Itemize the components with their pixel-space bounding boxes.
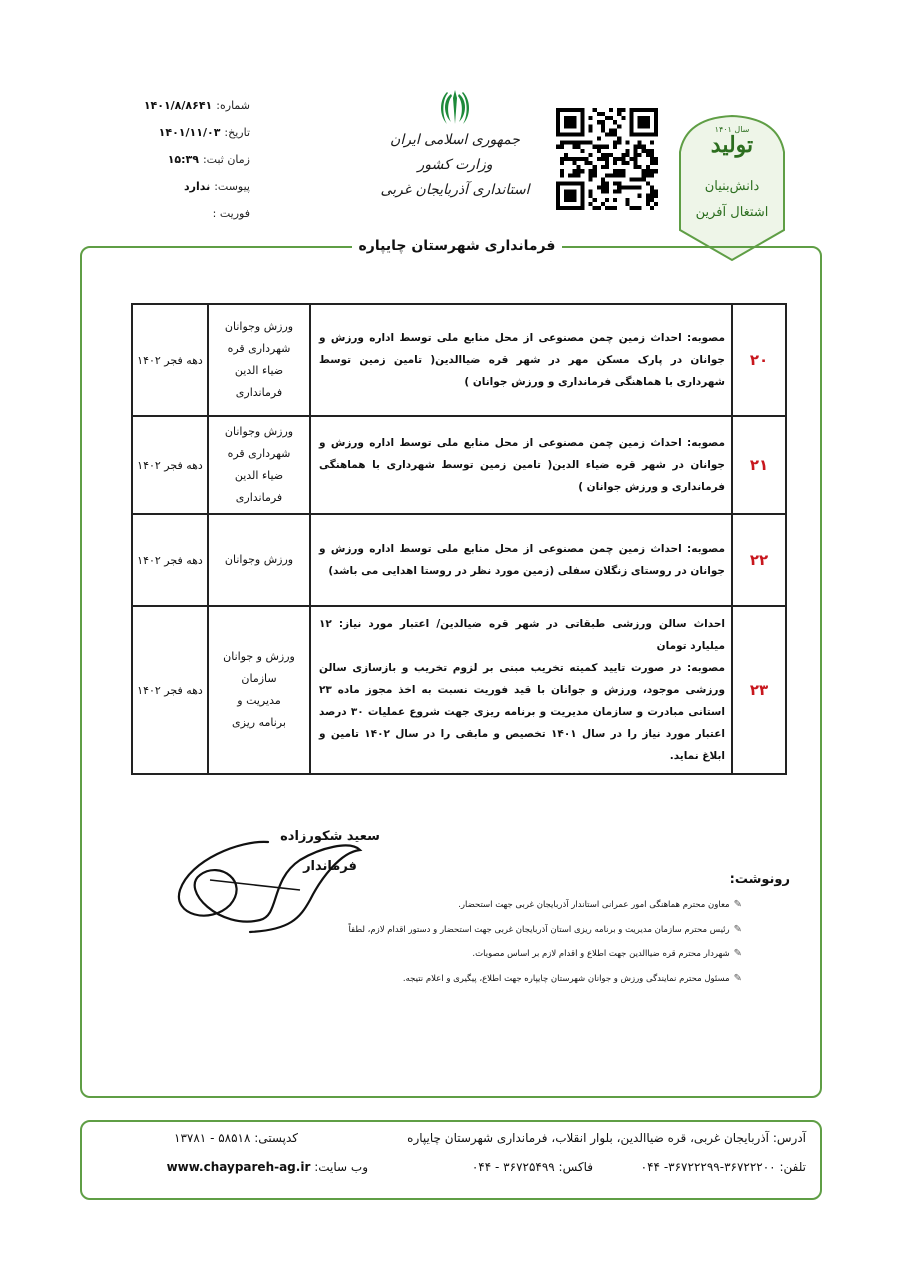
qr-module	[654, 157, 658, 161]
qr-module	[634, 157, 638, 161]
qr-module	[580, 141, 584, 145]
qr-module	[589, 161, 593, 165]
qr-finder	[564, 116, 576, 128]
qr-module	[650, 157, 654, 161]
qr-module	[601, 157, 605, 161]
qr-module	[654, 169, 658, 173]
row-description: مصوبه: احداث زمین چمن مصنوعی از محل منابع ملی توسط اداره ورزش و جوانان در شهر قره ضیاء الدین( تامین زمین توسط شهرداری با هماهنگی فرمانداری و ورزش جوانان )	[310, 416, 732, 514]
qr-module	[564, 141, 568, 145]
qr-module	[613, 198, 617, 202]
qr-module	[556, 145, 560, 149]
qr-module	[601, 186, 605, 190]
qr-module	[572, 145, 576, 149]
qr-module	[589, 153, 593, 157]
qr-module	[609, 132, 613, 136]
row-deadline: دهه فجر ۱۴۰۲	[132, 416, 208, 514]
qr-module	[593, 165, 597, 169]
qr-module	[601, 112, 605, 116]
qr-module	[613, 141, 617, 145]
qr-module	[580, 149, 584, 153]
qr-module	[621, 173, 625, 177]
pen-icon: ✎	[733, 923, 742, 935]
qr-module	[597, 120, 601, 124]
qr-module	[634, 149, 638, 153]
qr-module	[572, 141, 576, 145]
qr-module	[597, 145, 601, 149]
qr-module	[638, 194, 642, 198]
qr-module	[589, 173, 593, 177]
qr-module	[589, 128, 593, 132]
pen-icon: ✎	[733, 972, 742, 984]
qr-module	[560, 141, 564, 145]
responsible-line: شهرداری قره	[227, 342, 291, 355]
qr-module	[654, 202, 658, 206]
qr-module	[585, 161, 589, 165]
qr-module	[593, 173, 597, 177]
responsible-line: ضیاء الدین	[234, 364, 284, 377]
qr-module	[617, 141, 621, 145]
slogan-badge	[676, 112, 788, 262]
qr-module	[589, 190, 593, 194]
row-responsible	[208, 304, 310, 416]
qr-module	[613, 145, 617, 149]
responsible-line: ورزش وجوانان	[224, 320, 294, 333]
qr-module	[650, 206, 654, 210]
qr-module	[638, 141, 642, 145]
qr-module	[589, 116, 593, 120]
qr-module	[605, 165, 609, 169]
cc-item	[300, 967, 742, 992]
table-row	[132, 416, 786, 514]
qr-module	[617, 186, 621, 190]
cc-item-text: معاون محترم هماهنگی امور عمرانی استاندار آذربایجان غربی جهت استحضار.	[458, 900, 730, 910]
qr-module	[572, 169, 576, 173]
qr-module	[646, 153, 650, 157]
qr-module	[605, 190, 609, 194]
footer-fax: فاکس: ۳۶۷۲۵۴۹۹ - ۰۴۴	[471, 1160, 593, 1174]
qr-finder	[638, 116, 650, 128]
qr-module	[621, 153, 625, 157]
qr-module	[597, 112, 601, 116]
qr-module	[625, 141, 629, 145]
qr-code-icon[interactable]	[556, 108, 658, 210]
qr-module	[634, 161, 638, 165]
qr-module	[650, 141, 654, 145]
qr-module	[609, 173, 613, 177]
qr-module	[617, 124, 621, 128]
row-description	[310, 606, 732, 774]
qr-module	[650, 153, 654, 157]
row-deadline: دهه فجر ۱۴۰۲	[132, 304, 208, 416]
pen-icon: ✎	[733, 948, 742, 959]
row-deadline: دهه فجر ۱۴۰۲	[132, 606, 208, 774]
qr-module	[613, 173, 617, 177]
letter-time: زمان ثبت:۱۵:۳۹	[167, 153, 250, 166]
qr-module	[646, 165, 650, 169]
qr-module	[560, 173, 564, 177]
qr-module	[638, 206, 642, 210]
qr-module	[642, 149, 646, 153]
qr-module	[593, 206, 597, 210]
responsible-line: ورزش وجوانان	[224, 425, 294, 438]
qr-module	[589, 202, 593, 206]
row-number: ۲۳	[732, 606, 786, 774]
qr-module	[650, 169, 654, 173]
qr-module	[617, 137, 621, 141]
qr-module	[609, 116, 613, 120]
qr-module	[601, 120, 605, 124]
qr-module	[621, 169, 625, 173]
qr-module	[613, 132, 617, 136]
qr-module	[646, 173, 650, 177]
qr-module	[585, 157, 589, 161]
qr-module	[601, 124, 605, 128]
qr-module	[634, 186, 638, 190]
qr-module	[560, 157, 564, 161]
qr-module	[576, 145, 580, 149]
row-number: ۲۲	[732, 514, 786, 606]
qr-module	[634, 206, 638, 210]
qr-module	[605, 198, 609, 202]
row-responsible	[208, 416, 310, 514]
row-description: مصوبه: احداث زمین چمن مصنوعی از محل منابع ملی توسط اداره ورزش و جوانان در پارک مسکن مهر در شهر قره ضیاالدین( تامین زمین توسط شهرداری با هماهنگی فرمانداری و ورزش جوانان )	[310, 304, 732, 416]
qr-module	[654, 190, 658, 194]
qr-module	[613, 206, 617, 210]
qr-module	[654, 161, 658, 165]
qr-module	[646, 194, 650, 198]
signatory-name: سعید شکورزاده	[280, 829, 380, 844]
qr-module	[650, 161, 654, 165]
qr-module	[593, 169, 597, 173]
qr-module	[613, 157, 617, 161]
qr-module	[580, 157, 584, 161]
qr-module	[605, 161, 609, 165]
qr-module	[646, 169, 650, 173]
qr-module	[589, 141, 593, 145]
ministry-line: استانداری آذربایجان غربی	[380, 182, 530, 198]
emblem-icon	[438, 88, 472, 126]
table-row	[132, 514, 786, 606]
qr-module	[617, 173, 621, 177]
qr-module	[576, 169, 580, 173]
qr-module	[568, 173, 572, 177]
qr-module	[650, 194, 654, 198]
qr-module	[605, 206, 609, 210]
qr-module	[572, 157, 576, 161]
qr-module	[621, 157, 625, 161]
qr-module	[617, 169, 621, 173]
qr-module	[576, 173, 580, 177]
qr-module	[646, 202, 650, 206]
qr-module	[646, 149, 650, 153]
letter-urgency: فوریت :	[212, 207, 250, 220]
footer-address: آدرس: آذربایجان غربی، قره ضیاالدین، بلوار انقلاب، فرمانداری شهرستان چایپاره	[407, 1131, 806, 1145]
qr-module	[617, 112, 621, 116]
cc-item-text: رئیس محترم سازمان مدیریت و برنامه ریزی استان آذربایجان غربی جهت استحضار و دستور اقدام لازم، لطفاً	[348, 924, 730, 935]
qr-module	[605, 153, 609, 157]
qr-module	[589, 169, 593, 173]
cc-item	[300, 893, 742, 918]
qr-module	[625, 161, 629, 165]
description-paragraph: مصوبه: در صورت تایید کمیته تخریب مبنی بر لزوم تخریب و بازسازی سالن ورزشی موجود، ورزش و جوانان با قید فوریت نسبت به اخذ مجوز ماده ۲۳ استانی مبادرت و سازمان مدیریت و برنامه ریزی جهت شروع عملیات ۳۰ درصد اعتبار مورد نیاز را در سال ۱۴۰۱ تخصیص و مابقی را در سال ۱۴۰۲ تامین و ابلاغ نماید.	[319, 662, 725, 762]
qr-module	[613, 120, 617, 124]
qr-module	[617, 181, 621, 185]
qr-module	[613, 128, 617, 132]
qr-module	[617, 157, 621, 161]
description-paragraph: احداث سالن ورزشی طبقاتی در شهر قره ضیالدین/ اعتبار مورد نیاز: ۱۲ میلیارد تومان	[319, 618, 725, 652]
qr-module	[605, 145, 609, 149]
responsible-line: ضیاء الدین	[234, 469, 284, 482]
qr-module	[560, 169, 564, 173]
letter-attachment: پیوست:ندارد	[183, 180, 250, 193]
qr-module	[638, 165, 642, 169]
qr-module	[597, 149, 601, 153]
row-number: ۲۰	[732, 304, 786, 416]
qr-module	[605, 116, 609, 120]
footer-contacts	[300, 1160, 806, 1174]
letter-date: تاریخ:۱۴۰۱/۱۱/۰۳	[158, 126, 250, 139]
qr-module	[625, 153, 629, 157]
footer-phone: تلفن: ۳۶۷۲۲۲۰۰-۳۶۷۲۲۲۹۹- ۰۴۴	[640, 1160, 806, 1174]
qr-module	[597, 206, 601, 210]
qr-module	[634, 153, 638, 157]
qr-module	[601, 181, 605, 185]
cc-item	[300, 918, 742, 943]
qr-module	[621, 108, 625, 112]
responsible-line: برنامه ریزی	[232, 716, 286, 729]
row-responsible	[208, 514, 310, 606]
qr-module	[629, 157, 633, 161]
qr-module	[625, 202, 629, 206]
qr-module	[621, 186, 625, 190]
qr-module	[642, 145, 646, 149]
qr-module	[638, 186, 642, 190]
qr-module	[593, 145, 597, 149]
qr-module	[564, 153, 568, 157]
qr-module	[601, 165, 605, 169]
qr-module	[609, 108, 613, 112]
qr-module	[597, 186, 601, 190]
qr-module	[589, 177, 593, 181]
table-row	[132, 304, 786, 416]
qr-module	[621, 161, 625, 165]
qr-module	[601, 177, 605, 181]
qr-module	[621, 116, 625, 120]
qr-module	[601, 128, 605, 132]
qr-module	[625, 149, 629, 153]
qr-module	[634, 145, 638, 149]
qr-module	[613, 190, 617, 194]
qr-module	[629, 177, 633, 181]
governorate-title: فرمانداری شهرستان چایپاره	[352, 234, 562, 258]
qr-module	[605, 157, 609, 161]
letter-meta	[120, 92, 250, 227]
qr-module	[585, 141, 589, 145]
qr-module	[650, 186, 654, 190]
qr-module	[576, 141, 580, 145]
cc-list	[300, 893, 742, 991]
slogan-year: سال ۱۴۰۱	[714, 125, 750, 134]
qr-module	[601, 190, 605, 194]
qr-module	[580, 169, 584, 173]
qr-module	[589, 194, 593, 198]
qr-module	[597, 137, 601, 141]
qr-module	[560, 161, 564, 165]
qr-module	[642, 169, 646, 173]
qr-module	[650, 149, 654, 153]
row-responsible	[208, 606, 310, 774]
row-deadline: دهه فجر ۱۴۰۲	[132, 514, 208, 606]
responsible-line: ورزش وجوانان	[224, 553, 294, 566]
qr-module	[576, 157, 580, 161]
qr-module	[572, 173, 576, 177]
qr-finder	[564, 190, 576, 202]
qr-module	[613, 169, 617, 173]
qr-module	[642, 177, 646, 181]
qr-module	[601, 202, 605, 206]
slogan-line1: دانش‌بنیان	[704, 179, 760, 194]
qr-module	[638, 153, 642, 157]
website-link[interactable]: www.chaypareh-ag.ir	[166, 1160, 311, 1174]
responsible-line: شهرداری قره	[227, 447, 291, 460]
qr-module	[629, 206, 633, 210]
qr-module	[654, 194, 658, 198]
qr-module	[568, 157, 572, 161]
qr-module	[605, 173, 609, 177]
qr-module	[650, 198, 654, 202]
qr-module	[642, 173, 646, 177]
cc-item-text: مسئول محترم نمایندگی ورزش و جوانان شهرستان چایپاره جهت اطلاع، پیگیری و اعلام نتیجه.	[402, 973, 730, 984]
qr-module	[593, 108, 597, 112]
qr-module	[613, 161, 617, 165]
website-label: وب سایت:	[314, 1160, 368, 1174]
qr-module	[605, 186, 609, 190]
footer-postal-code: کدپستی: ۵۸۵۱۸ - ۱۳۷۸۱	[174, 1131, 298, 1145]
footer-website	[118, 1160, 368, 1174]
letter-number: شماره:۱۴۰۱/۸/۸۶۴۱	[143, 99, 250, 112]
qr-module	[609, 128, 613, 132]
responsible-line: فرمانداری	[235, 386, 283, 399]
qr-module	[613, 181, 617, 185]
signatory-title: فرماندار	[303, 859, 357, 874]
qr-module	[638, 145, 642, 149]
qr-module	[638, 177, 642, 181]
qr-module	[605, 181, 609, 185]
qr-module	[564, 157, 568, 161]
ministry-line: وزارت کشور	[417, 157, 493, 173]
qr-module	[634, 177, 638, 181]
ministry-heading	[380, 128, 530, 203]
qr-module	[634, 165, 638, 169]
row-description: مصوبه: احداث زمین چمن مصنوعی از محل منابع ملی توسط اداره ورزش و جوانان در روستای زنگلان سفلی (زمین مورد نظر در روستا اهدایی می باشد)	[310, 514, 732, 606]
qr-module	[576, 165, 580, 169]
pen-icon: ✎	[733, 899, 742, 910]
qr-module	[617, 108, 621, 112]
qr-module	[568, 141, 572, 145]
qr-module	[560, 145, 564, 149]
slogan-line2: اشتغال آفرین	[695, 205, 769, 220]
qr-module	[629, 186, 633, 190]
qr-module	[601, 153, 605, 157]
table-row	[132, 606, 786, 774]
qr-module	[589, 124, 593, 128]
qr-module	[625, 198, 629, 202]
qr-module	[650, 173, 654, 177]
qr-module	[601, 145, 605, 149]
qr-module	[593, 198, 597, 202]
qr-module	[605, 132, 609, 136]
qr-module	[646, 198, 650, 202]
responsible-line: سازمان	[241, 672, 277, 685]
slogan-title: تولید	[710, 132, 754, 158]
signature-block	[270, 822, 390, 882]
row-number: ۲۱	[732, 416, 786, 514]
responsible-line: فرمانداری	[235, 491, 283, 504]
cc-item-text: شهردار محترم قره ضیاالدین جهت اطلاع و اقدام لازم بر اساس مصوبات.	[472, 949, 730, 959]
responsible-line: مدیریت و	[237, 694, 281, 707]
qr-module	[609, 153, 613, 157]
qr-module	[650, 190, 654, 194]
ministry-line: جمهوری اسلامی ایران	[390, 132, 520, 148]
qr-module	[617, 190, 621, 194]
qr-module	[609, 206, 613, 210]
qr-module	[625, 186, 629, 190]
decisions-table	[131, 303, 787, 775]
responsible-line: ورزش و جوانان	[223, 650, 295, 663]
qr-module	[572, 161, 576, 165]
qr-module	[646, 181, 650, 185]
qr-module	[597, 157, 601, 161]
cc-title: رونوشت:	[729, 872, 790, 887]
cc-item	[300, 942, 742, 967]
